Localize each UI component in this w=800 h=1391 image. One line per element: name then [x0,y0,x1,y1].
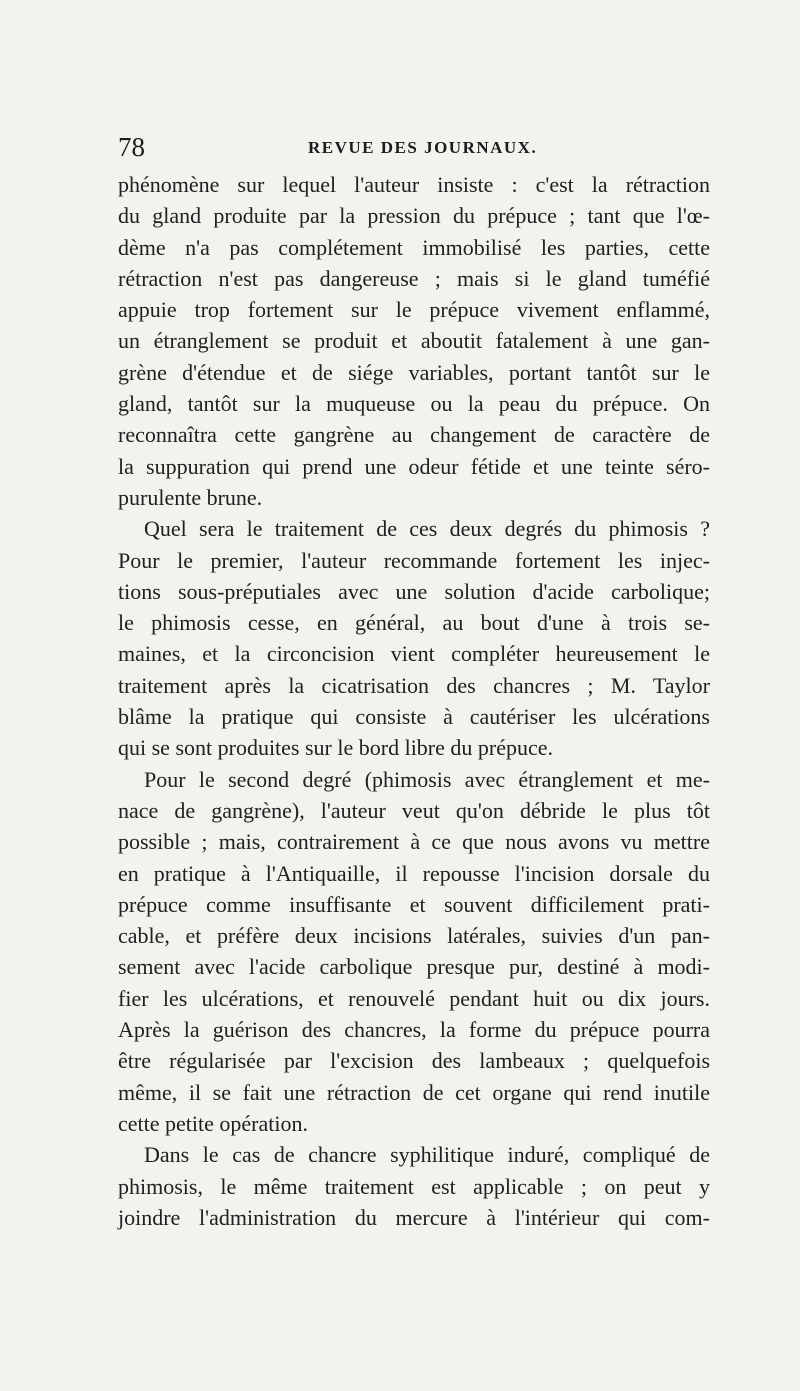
page-number: 78 [118,132,145,162]
text-line: cable, et préfère deux incisions latérales, suivies d'un pan- [118,923,710,949]
text-line: reconnaîtra cette gangrène au changement de caractère de [118,422,710,448]
text-line: traitement après la cicatrisation des chancres ; M. Taylor [118,672,710,698]
text-line: Pour le second degré (phimosis avec étranglement et me- [144,766,710,792]
paragraph-3 [118,764,710,1140]
text-line: grène d'étendue et de siége variables, portant tantôt sur le [118,359,710,385]
text-line: Dans le cas de chancre syphilitique induré, compliqué de [144,1142,710,1168]
text-line: possible ; mais, contrairement à ce que nous avons vu mettre [118,829,710,855]
text-line: sement avec l'acide carbolique presque pur, destiné à modi- [118,954,710,980]
text-line: être régularisée par l'excision des lambeaux ; quelquefois [118,1048,710,1074]
text-line: phimosis, le même traitement est applicable ; on peut y [118,1173,710,1199]
paragraph-1 [118,169,710,513]
text-line: Pour le premier, l'auteur recommande fortement les injec- [118,547,710,573]
text-line: la suppuration qui prend une odeur fétide et une teinte séro- [118,453,710,479]
text-line: appuie trop fortement sur le prépuce vivement enflammé, [118,297,710,323]
text-line: phénomène sur lequel l'auteur insiste : c'est la rétraction [118,172,710,197]
text-line: Quel sera le traitement de ces deux degrés du phimosis ? [144,516,710,542]
text-line: même, il se fait une rétraction de cet organe qui rend inutile [118,1079,710,1105]
text-line: nace de gangrène), l'auteur veut qu'on débride le plus tôt [118,797,710,823]
text-line: blâme la pratique qui consiste à cautériser les ulcérations [118,704,710,730]
text-line: dème n'a pas complétement immobilisé les parties, cette [118,234,710,260]
text-line: gland, tantôt sur la muqueuse ou la peau du prépuce. On [118,391,710,417]
text-line: du gland produite par la pression du prépuce ; tant que l'œ- [118,203,710,229]
running-title: REVUE DES JOURNAUX. [308,138,538,157]
text-line: purulente brune. [118,484,263,510]
text-line: tions sous-préputiales avec une solution d'acide carbolique; [118,578,710,604]
text-line: prépuce comme insuffisante et souvent difficilement prati- [118,891,710,917]
text-line: rétraction n'est pas dangereuse ; mais si le gland tuméfié [118,265,710,291]
text-line: cette petite opération. [118,1110,308,1136]
body-text [118,169,710,1233]
text-line: en pratique à l'Antiquaille, il repousse l'incision dorsale du [118,860,710,886]
text-line: fier les ulcérations, et renouvelé pendant huit ou dix jours. [118,985,710,1011]
text-line: Après la guérison des chancres, la forme du prépuce pourra [118,1017,710,1043]
text-line: maines, et la circoncision vient compléter heureusement le [118,641,710,667]
paragraph-4 [118,1139,710,1233]
page-header [118,132,710,166]
text-line: un étranglement se produit et aboutit fatalement à une gan- [118,328,710,354]
text-line: qui se sont produites sur le bord libre du prépuce. [118,735,554,761]
text-line: joindre l'administration du mercure à l'intérieur qui com- [118,1204,710,1230]
text-line: le phimosis cesse, en général, au bout d'une à trois se- [118,610,710,636]
paragraph-2 [118,513,710,763]
